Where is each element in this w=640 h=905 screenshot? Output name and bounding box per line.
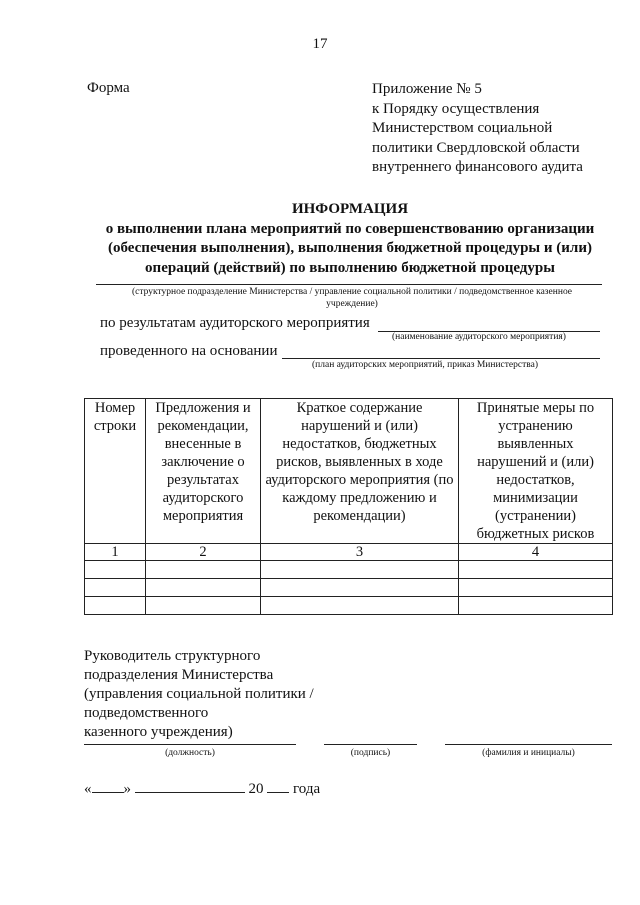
- signer-block: [84, 647, 314, 742]
- table-cell[interactable]: [459, 597, 613, 615]
- signer-line: Руководитель структурного: [84, 648, 261, 664]
- title-line: о выполнении плана мероприятий по совершенствованию организации: [105, 220, 595, 237]
- table-cell[interactable]: [146, 597, 261, 615]
- table-cell[interactable]: [261, 579, 459, 597]
- year-blank[interactable]: [267, 778, 289, 793]
- appendix-line: к Порядку осуществления: [372, 100, 540, 117]
- signer-line: казенного учреждения): [84, 724, 233, 740]
- subdivision-caption-line: учреждение): [326, 299, 378, 309]
- header-recommendations: Предложения и рекомендации, внесенные в заключение о результатах аудиторского мероприятия: [146, 399, 261, 544]
- audit-results-label: по результатам аудиторского мероприятия: [100, 315, 370, 331]
- table-column-number-row: [85, 544, 613, 561]
- page-number: 17: [312, 36, 328, 52]
- table-cell[interactable]: [261, 561, 459, 579]
- subdivision-caption: [96, 286, 608, 310]
- column-number: 3: [261, 544, 459, 561]
- year-prefix: 20: [248, 781, 264, 797]
- audit-name-caption: (наименование аудиторского мероприятия): [392, 332, 566, 342]
- header-row-number: Номер строки: [85, 399, 146, 544]
- basis-label: проведенного на основании: [100, 343, 278, 359]
- subdivision-blank-line[interactable]: [96, 284, 602, 285]
- day-blank[interactable]: [92, 778, 124, 793]
- basis-caption: (план аудиторских мероприятий, приказ Министерства): [312, 360, 538, 370]
- column-number: 4: [459, 544, 613, 561]
- name-blank-line[interactable]: [445, 744, 612, 745]
- table-cell[interactable]: [459, 579, 613, 597]
- appendix-block: [372, 80, 583, 178]
- table-cell[interactable]: [85, 561, 146, 579]
- year-suffix: года: [293, 781, 321, 797]
- subdivision-caption-line: (структурное подразделение Министерства / управление социальной политики / подведомственное казенное: [131, 287, 573, 297]
- column-number: 1: [85, 544, 146, 561]
- document-title: [80, 200, 620, 278]
- signer-line: (управления социальной политики /: [84, 686, 314, 702]
- signature-caption: (подпись): [350, 748, 391, 758]
- date-line: [84, 778, 320, 798]
- position-caption: (должность): [165, 748, 215, 758]
- table-cell[interactable]: [146, 579, 261, 597]
- basis-blank-line[interactable]: [282, 358, 600, 359]
- table-row: [85, 597, 613, 615]
- title-line: операций (действий) по выполнению бюджетной процедуры: [145, 259, 555, 276]
- table-cell[interactable]: [85, 579, 146, 597]
- appendix-line: политики Свердловской области: [372, 139, 580, 156]
- header-measures-taken: Принятые меры по устранению выявленных нарушений и (или) недостатков, минимизации (устранении) бюджетных рисков: [459, 399, 613, 544]
- date-open-quote: «: [84, 781, 92, 797]
- month-blank[interactable]: [135, 778, 245, 793]
- name-caption: (фамилия и инициалы): [482, 748, 575, 758]
- header-violations-summary: Краткое содержание нарушений и (или) недостатков, бюджетных рисков, выявленных в ходе аудиторского мероприятия (по каждому предложению и рекомендации): [261, 399, 459, 544]
- column-number: 2: [146, 544, 261, 561]
- appendix-line: Министерством социальной: [372, 120, 553, 136]
- date-close-quote: »: [123, 781, 131, 797]
- table-row: [85, 579, 613, 597]
- position-blank-line[interactable]: [84, 744, 296, 745]
- title-heading: ИНФОРМАЦИЯ: [291, 201, 409, 217]
- signature-blank-line[interactable]: [324, 744, 417, 745]
- appendix-line: внутреннего финансового аудита: [372, 159, 583, 175]
- signer-line: подведомственного: [84, 705, 209, 721]
- form-label: Форма: [87, 80, 130, 96]
- table-cell[interactable]: [459, 561, 613, 579]
- table-cell[interactable]: [146, 561, 261, 579]
- table-header-row: [85, 399, 613, 544]
- measures-table: [84, 398, 613, 615]
- title-line: (обеспечения выполнения), выполнения бюджетной процедуры и (или): [108, 240, 592, 256]
- table-cell[interactable]: [261, 597, 459, 615]
- signer-line: подразделения Министерства: [84, 667, 274, 683]
- table-cell[interactable]: [85, 597, 146, 615]
- appendix-line: Приложение № 5: [372, 81, 482, 97]
- table-row: [85, 561, 613, 579]
